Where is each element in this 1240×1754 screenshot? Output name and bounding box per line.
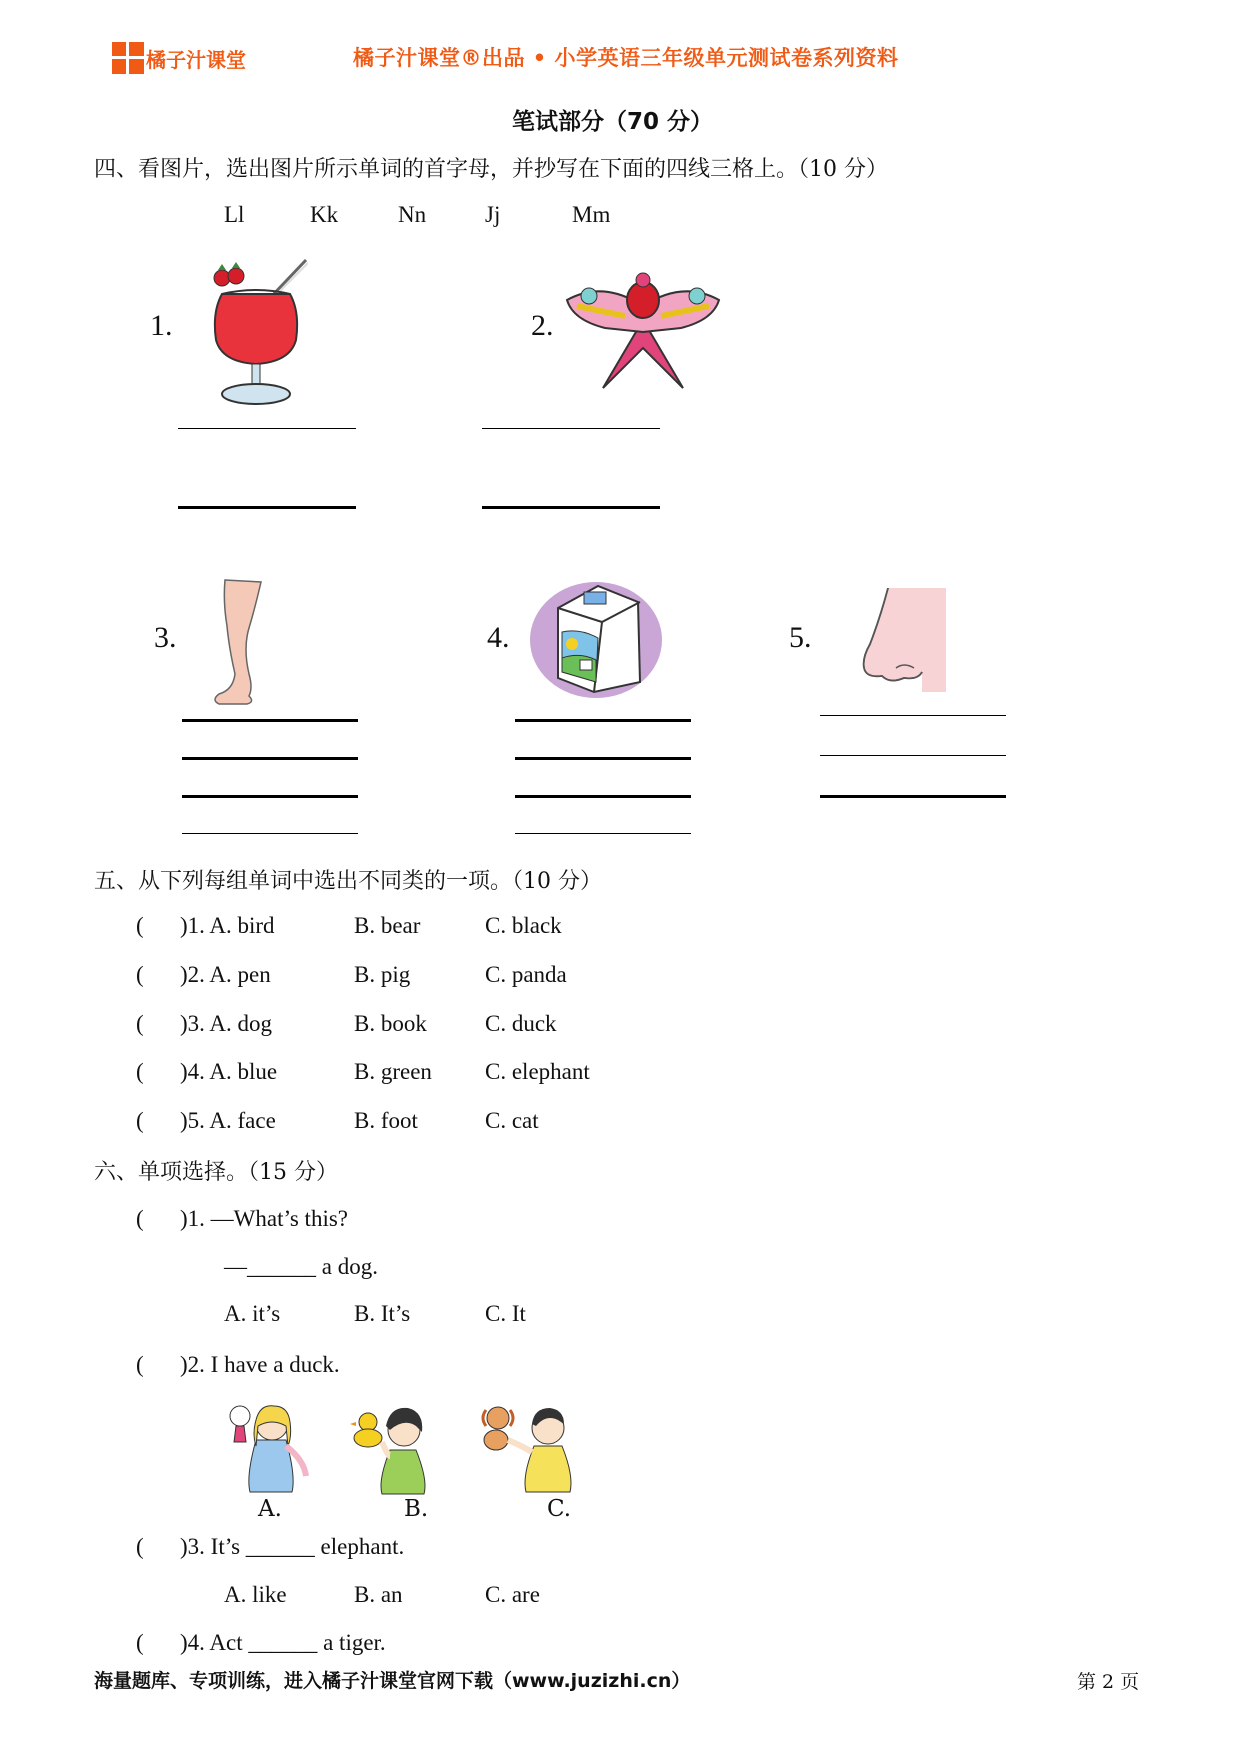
writing-line[interactable] xyxy=(515,795,691,798)
answer-paren[interactable]: ( xyxy=(136,913,144,938)
leg-picture xyxy=(205,578,275,706)
question-stem: )1. —What’s this? xyxy=(180,1206,348,1231)
question-option-a: )4. A. blue xyxy=(180,1059,278,1084)
question-stem: )2. I have a duck. xyxy=(180,1352,340,1377)
answer-paren[interactable]: ( xyxy=(136,1108,144,1133)
header-title: 橘子汁课堂®出品 • 小学英语三年级单元测试卷系列资料 xyxy=(353,46,899,70)
answer-paren[interactable]: ( xyxy=(136,1630,144,1655)
part4-heading: 四、看图片，选出图片所示单词的首字母，并抄写在下面的四线三格上。（10 分） xyxy=(94,157,888,182)
writing-line[interactable] xyxy=(178,506,356,509)
question-option-b: B. bear xyxy=(354,913,421,938)
answer-paren[interactable]: ( xyxy=(136,1534,144,1559)
writing-line[interactable] xyxy=(182,833,358,834)
answer-paren[interactable]: ( xyxy=(136,1352,144,1377)
writing-line[interactable] xyxy=(182,757,358,760)
item-number: 5. xyxy=(789,621,812,654)
writing-line[interactable] xyxy=(182,719,358,722)
part5-heading: 五、从下列每组单词中选出不同类的一项。（10 分） xyxy=(94,869,602,894)
question-option-c: C. It xyxy=(485,1301,526,1326)
question-option-b: B. foot xyxy=(354,1108,418,1133)
girl-with-cat-toy-picture xyxy=(226,1396,316,1496)
answer-paren[interactable]: ( xyxy=(136,1206,144,1231)
writing-line[interactable] xyxy=(820,755,1006,756)
question-option-c: C. black xyxy=(485,913,562,938)
kite-picture xyxy=(563,270,723,390)
logo-text: 橘子汁课堂 xyxy=(146,48,246,72)
writing-line[interactable] xyxy=(515,757,691,760)
page-number: 第 2 页 xyxy=(1077,1671,1140,1693)
item-number: 2. xyxy=(531,309,554,342)
writing-line[interactable] xyxy=(182,795,358,798)
answer-paren[interactable]: ( xyxy=(136,1011,144,1036)
question-option-c: C. cat xyxy=(485,1108,539,1133)
writing-line[interactable] xyxy=(178,428,356,429)
section-title: 笔试部分（70 分） xyxy=(512,109,714,135)
picture-label-a: A. xyxy=(258,1496,282,1522)
writing-line[interactable] xyxy=(820,795,1006,798)
question-option-b: B. book xyxy=(354,1011,427,1036)
question-option-a: A. like xyxy=(224,1582,287,1607)
writing-line[interactable] xyxy=(515,833,691,834)
milk-carton-picture xyxy=(528,578,666,700)
footer-text: 海量题库、专项训练，进入橘子汁课堂官网下载（www.juzizhi.cn） xyxy=(94,1670,691,1692)
writing-line[interactable] xyxy=(482,506,660,509)
writing-line[interactable] xyxy=(482,428,660,429)
logo-icon xyxy=(112,42,144,74)
question-option-c: C. elephant xyxy=(485,1059,590,1084)
question-stem: )3. It’s ______ elephant. xyxy=(180,1534,405,1559)
question-option-b: B. an xyxy=(354,1582,403,1607)
question-stem: )4. Act ______ a tiger. xyxy=(180,1630,386,1655)
question-option-b: B. pig xyxy=(354,962,411,987)
question-option-c: C. duck xyxy=(485,1011,557,1036)
picture-label-b: B. xyxy=(404,1496,429,1522)
question-option-a: )3. A. dog xyxy=(180,1011,272,1036)
item-number: 3. xyxy=(154,621,177,654)
question-option-c: C. panda xyxy=(485,962,567,987)
item-number: 4. xyxy=(487,621,510,654)
question-option-b: B. green xyxy=(354,1059,432,1084)
question-option-a: )2. A. pen xyxy=(180,962,271,987)
question-option-a: )1. A. bird xyxy=(180,913,275,938)
writing-line[interactable] xyxy=(515,719,691,722)
answer-paren[interactable]: ( xyxy=(136,962,144,987)
answer-paren[interactable]: ( xyxy=(136,1059,144,1084)
picture-label-c: C. xyxy=(547,1496,572,1522)
letter-option: Ll xyxy=(224,202,245,227)
answer-blank-line: —______ a dog. xyxy=(224,1254,378,1279)
letter-option: Jj xyxy=(485,202,501,227)
juice-glass-picture xyxy=(208,252,308,407)
nose-picture xyxy=(860,588,946,692)
writing-line[interactable] xyxy=(820,715,1006,716)
item-number: 1. xyxy=(150,309,173,342)
question-option-c: C. are xyxy=(485,1582,540,1607)
letter-option: Kk xyxy=(310,202,339,227)
letter-option: Nn xyxy=(398,202,427,227)
boy-with-dog-toy-picture xyxy=(474,1396,584,1496)
question-option-a: )5. A. face xyxy=(180,1108,276,1133)
girl-with-duck-toy-picture xyxy=(350,1400,440,1496)
part6-heading: 六、单项选择。（15 分） xyxy=(94,1160,338,1185)
question-option-b: B. It’s xyxy=(354,1301,411,1326)
question-option-a: A. it’s xyxy=(224,1301,281,1326)
letter-option: Mm xyxy=(572,202,611,227)
